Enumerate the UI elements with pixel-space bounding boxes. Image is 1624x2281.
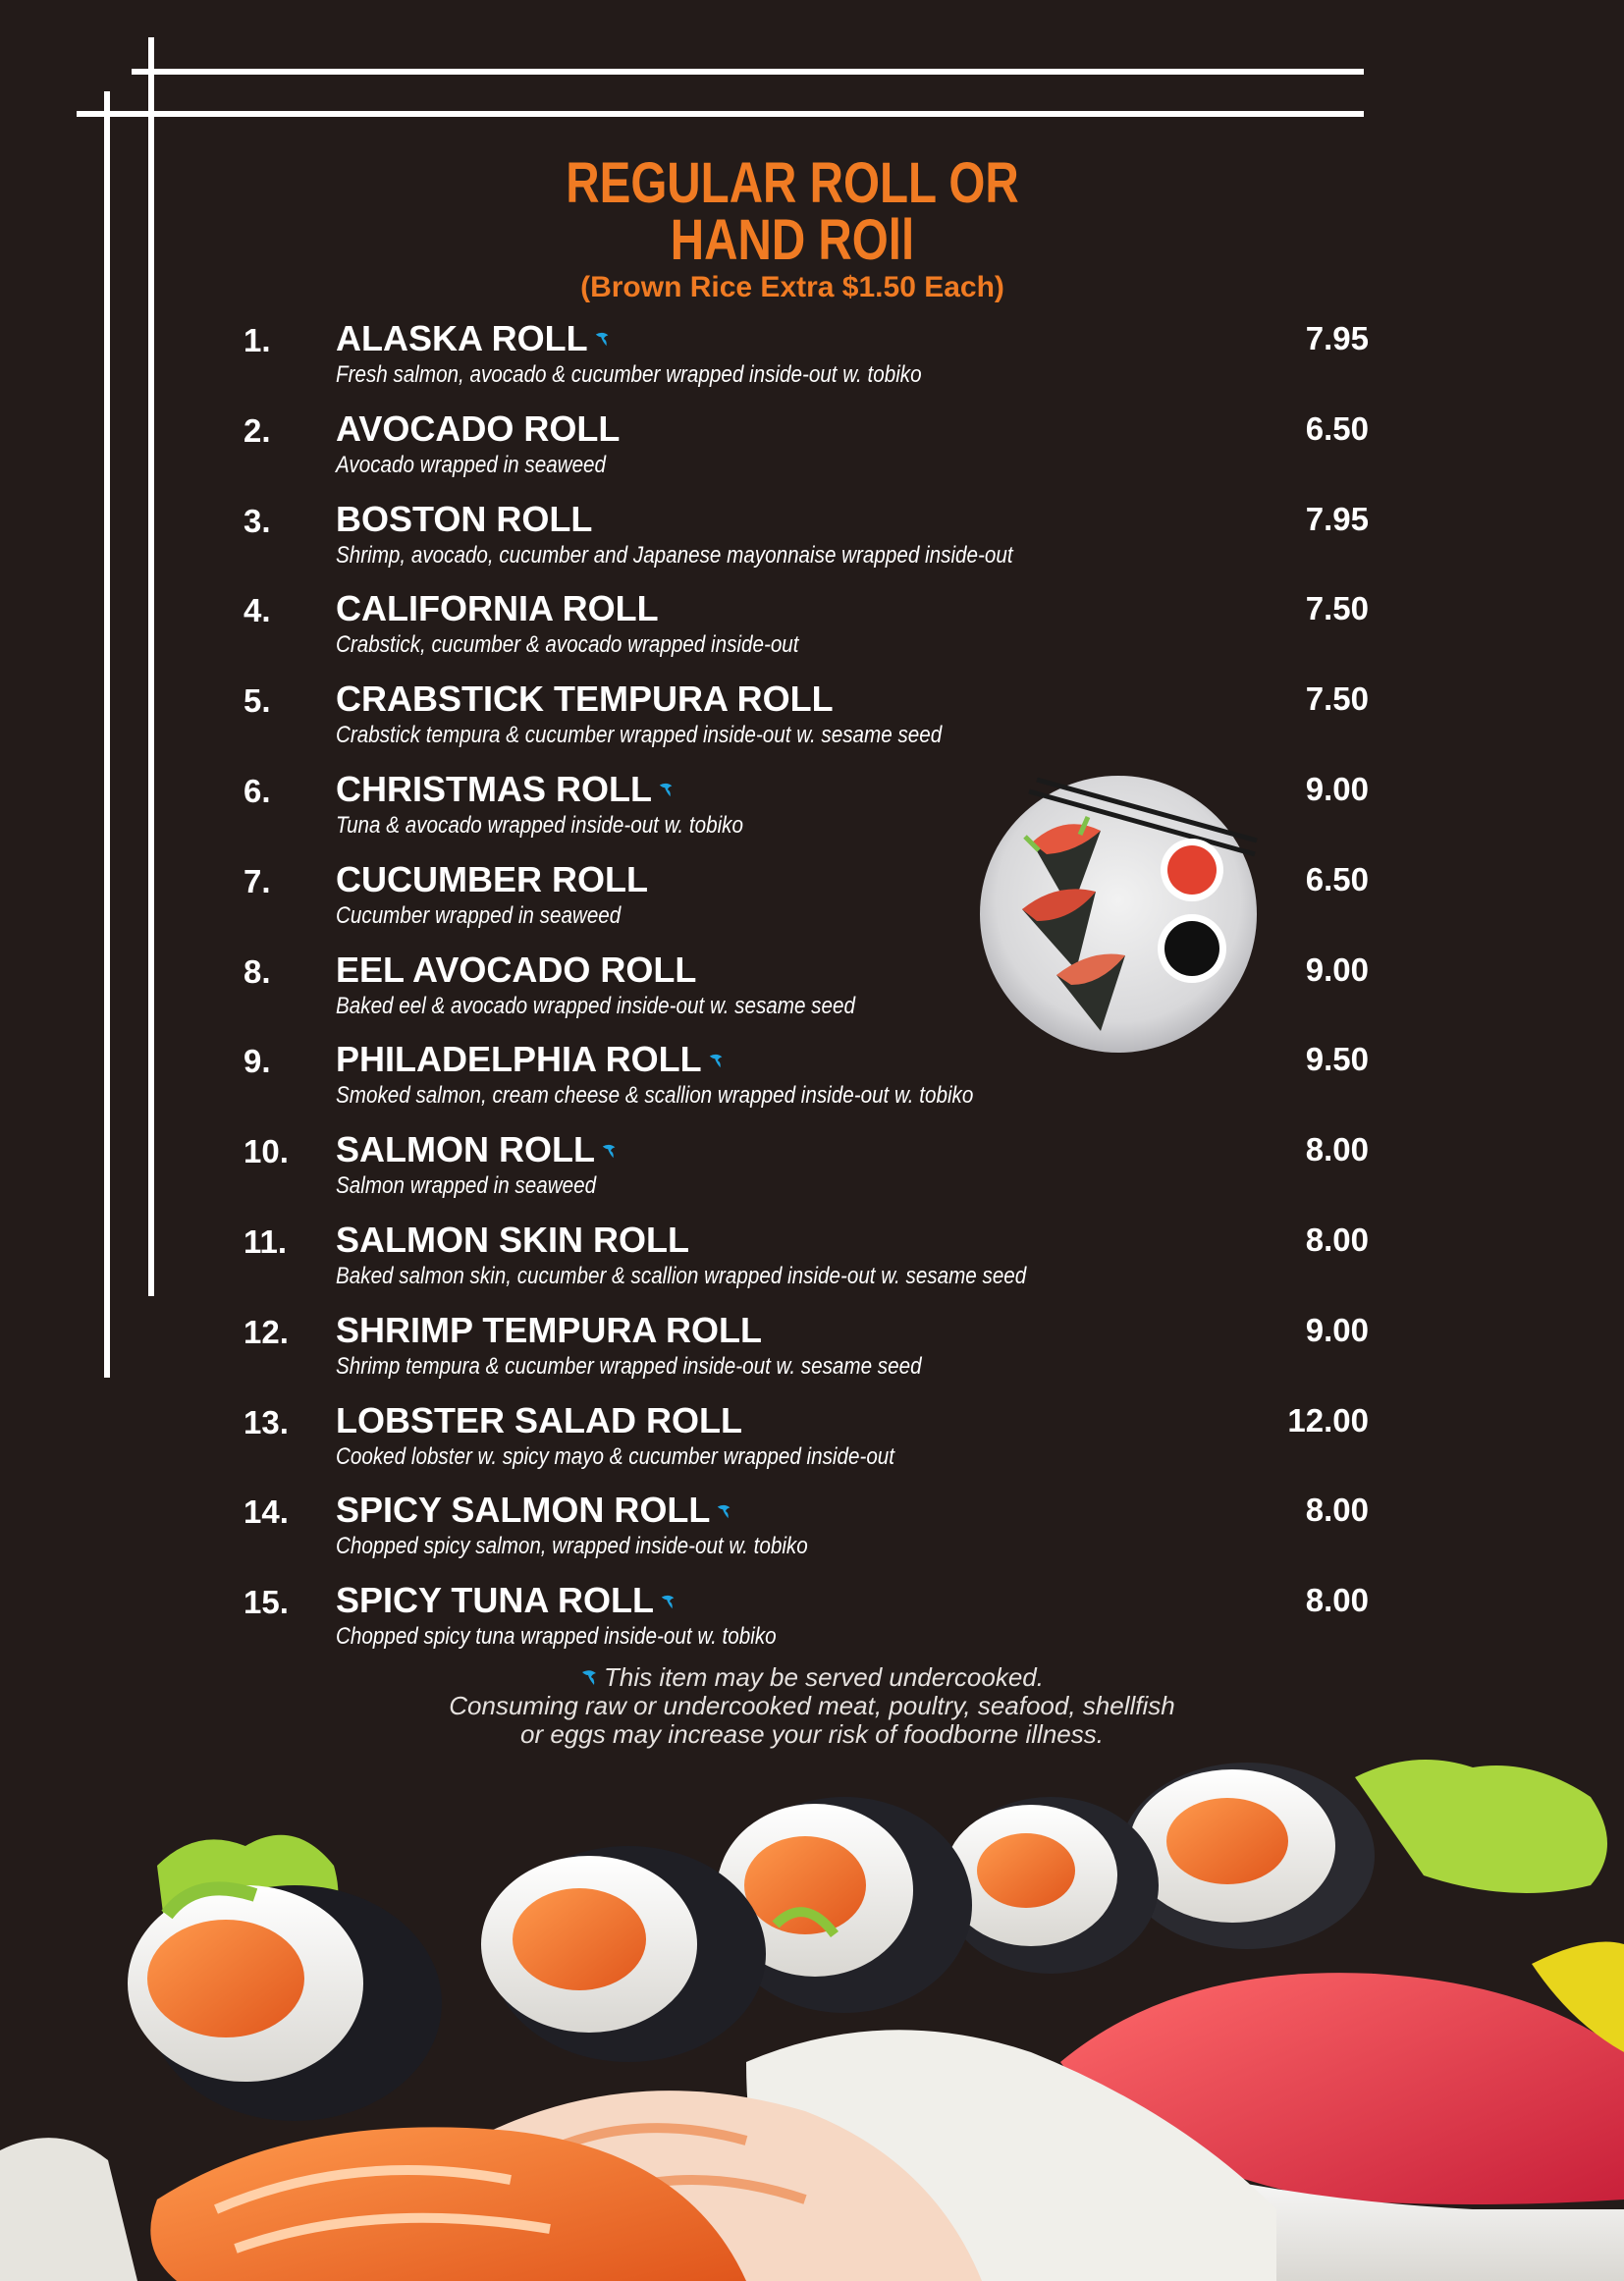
menu-item-name bbox=[336, 588, 659, 629]
menu-item-number: 11. bbox=[244, 1223, 288, 1260]
menu-item-price: 7.50 bbox=[1305, 680, 1369, 718]
menu-item-number: 9. bbox=[244, 1043, 271, 1080]
menu-item-name bbox=[336, 1129, 619, 1170]
menu-item-price: 9.00 bbox=[1305, 1311, 1369, 1348]
menu-item-number: 7. bbox=[244, 862, 271, 899]
menu-item bbox=[0, 677, 1624, 767]
menu-item-price: 6.50 bbox=[1305, 409, 1369, 447]
raw-fish-icon bbox=[601, 1142, 619, 1160]
menu-item-price: 7.50 bbox=[1305, 590, 1369, 627]
menu-item-price: 9.50 bbox=[1305, 1041, 1369, 1078]
menu-item-name bbox=[336, 1490, 733, 1531]
frame-top-line-1 bbox=[132, 69, 1364, 75]
menu-item-name-text: CHRISTMAS ROLL bbox=[336, 769, 652, 809]
menu-item-number: 5. bbox=[244, 682, 271, 720]
menu-item-number: 4. bbox=[244, 592, 271, 629]
menu-item bbox=[0, 1218, 1624, 1308]
menu-item-name bbox=[336, 1310, 762, 1351]
menu-item-name bbox=[336, 318, 612, 359]
menu-item-name bbox=[336, 950, 696, 991]
menu-item-description: Shrimp, avocado, cucumber and Japanese mayonnaise wrapped inside-out bbox=[336, 541, 1013, 569]
menu-item bbox=[0, 1127, 1624, 1218]
menu-item bbox=[0, 1488, 1624, 1578]
menu-item-description: Baked salmon skin, cucumber & scallion wrapped inside-out w. sesame seed bbox=[336, 1263, 1027, 1289]
menu-item-name-text: ALASKA ROLL bbox=[336, 318, 588, 358]
raw-fish-icon bbox=[660, 1593, 677, 1610]
menu-item bbox=[0, 316, 1624, 407]
raw-fish-icon bbox=[708, 1052, 726, 1069]
menu-item-price: 12.00 bbox=[1287, 1401, 1369, 1439]
notice-line-2: Consuming raw or undercooked meat, poultry, seafood, shellfish bbox=[449, 1691, 1175, 1720]
menu-item-name-text: BOSTON ROLL bbox=[336, 498, 593, 539]
menu-item-description: Avocado wrapped in seaweed bbox=[336, 451, 607, 478]
menu-item-name-text: SHRIMP TEMPURA ROLL bbox=[336, 1309, 763, 1350]
menu-item-number: 8. bbox=[244, 952, 271, 990]
frame-top-line-2 bbox=[77, 111, 1364, 117]
menu-item bbox=[0, 586, 1624, 677]
menu-item-number: 6. bbox=[244, 773, 271, 809]
menu-item-name-text: SPICY TUNA ROLL bbox=[336, 1580, 655, 1621]
menu-item-description: Chopped spicy salmon, wrapped inside-out w. tobiko bbox=[336, 1533, 808, 1560]
raw-fish-icon bbox=[716, 1502, 733, 1520]
menu-item-number: 13. bbox=[244, 1403, 289, 1440]
menu-item-number: 14. bbox=[244, 1494, 289, 1531]
menu-item bbox=[0, 1578, 1624, 1668]
menu-item-name bbox=[336, 1039, 726, 1080]
menu-item-price: 7.95 bbox=[1305, 320, 1369, 356]
menu-item-price: 6.50 bbox=[1305, 860, 1369, 897]
notice-line-1: This item may be served undercooked. bbox=[0, 1663, 1624, 1692]
menu-item bbox=[0, 1037, 1624, 1127]
menu-item-name-text: EEL AVOCADO ROLL bbox=[336, 949, 697, 990]
menu-title-line-1: REGULAR ROLL OR bbox=[566, 151, 1019, 215]
notice-line-3: or eggs may increase your risk of foodborne illness. bbox=[520, 1719, 1104, 1749]
raw-fish-icon bbox=[594, 330, 612, 348]
menu-item bbox=[0, 407, 1624, 497]
menu-item-price: 8.00 bbox=[1305, 1582, 1369, 1619]
menu-item-description: Shrimp tempura & cucumber wrapped inside-out w. sesame seed bbox=[336, 1352, 922, 1380]
menu-item-name-text: CUCUMBER ROLL bbox=[336, 858, 648, 899]
menu-title bbox=[142, 151, 1441, 272]
menu-item-number: 2. bbox=[244, 411, 271, 449]
raw-fish-icon bbox=[580, 1667, 600, 1687]
menu-item-name bbox=[336, 679, 834, 720]
menu-item-name-text: CALIFORNIA ROLL bbox=[336, 588, 659, 629]
menu-item-name bbox=[336, 1400, 742, 1441]
sushi-photo bbox=[0, 1738, 1624, 2281]
menu-item-description: Tuna & avocado wrapped inside-out w. tobiko bbox=[336, 812, 743, 839]
menu-item-name-text: SALMON ROLL bbox=[336, 1129, 595, 1170]
menu-item-price: 9.00 bbox=[1305, 771, 1369, 807]
menu-item bbox=[0, 1398, 1624, 1489]
menu-item-price: 8.00 bbox=[1305, 1222, 1369, 1258]
menu-item bbox=[0, 857, 1624, 948]
menu-title-line-2: HAND ROll bbox=[670, 208, 915, 272]
menu-item-name-text: PHILADELPHIA ROLL bbox=[336, 1039, 702, 1080]
menu-item-description: Chopped spicy tuna wrapped inside-out w. tobiko bbox=[336, 1623, 777, 1651]
menu-item-price: 9.00 bbox=[1305, 950, 1369, 988]
menu-item-name bbox=[336, 1580, 677, 1621]
menu-item-name bbox=[336, 499, 592, 540]
menu-item-description: Fresh salmon, avocado & cucumber wrapped inside-out w. tobiko bbox=[336, 361, 922, 388]
menu-item-number: 10. bbox=[244, 1133, 289, 1170]
menu-item-description: Salmon wrapped in seaweed bbox=[336, 1172, 597, 1200]
menu-item-number: 12. bbox=[244, 1313, 289, 1350]
menu-item-name bbox=[336, 859, 648, 900]
menu-item-name-text: AVOCADO ROLL bbox=[336, 407, 621, 449]
menu-item-number: 15. bbox=[244, 1584, 289, 1621]
menu-item-name bbox=[336, 1220, 689, 1261]
menu-item-description: Crabstick, cucumber & avocado wrapped inside-out bbox=[336, 631, 799, 659]
menu-item-number: 1. bbox=[244, 322, 271, 358]
menu-item-price: 8.00 bbox=[1305, 1131, 1369, 1168]
menu-item-name bbox=[336, 769, 676, 810]
menu-item-description: Cucumber wrapped in seaweed bbox=[336, 901, 622, 929]
raw-food-notice bbox=[0, 1663, 1624, 1749]
menu-item bbox=[0, 767, 1624, 857]
raw-fish-icon bbox=[658, 781, 676, 798]
menu-item-description: Baked eel & avocado wrapped inside-out w. sesame seed bbox=[336, 992, 855, 1019]
menu-item-name-text: SPICY SALMON ROLL bbox=[336, 1490, 711, 1531]
hand-roll-plate-image bbox=[978, 774, 1259, 1055]
menu-item bbox=[0, 497, 1624, 587]
menu-item bbox=[0, 948, 1624, 1038]
menu-item-price: 8.00 bbox=[1305, 1492, 1369, 1529]
menu-item-name bbox=[336, 408, 620, 450]
menu-item-number: 3. bbox=[244, 502, 271, 539]
menu-item-name-text: LOBSTER SALAD ROLL bbox=[336, 1399, 742, 1440]
menu-item-name-text: CRABSTICK TEMPURA ROLL bbox=[336, 679, 834, 720]
menu-item bbox=[0, 1308, 1624, 1398]
menu-subtitle: (Brown Rice Extra $1.50 Each) bbox=[580, 271, 1004, 303]
menu-item-description: Cooked lobster w. spicy mayo & cucumber wrapped inside-out bbox=[336, 1442, 895, 1470]
menu-item-name-text: SALMON SKIN ROLL bbox=[336, 1220, 689, 1260]
menu-item-description: Smoked salmon, cream cheese & scallion wrapped inside-out w. tobiko bbox=[336, 1082, 974, 1110]
menu-item-price: 7.95 bbox=[1305, 500, 1369, 537]
menu-item-description: Crabstick tempura & cucumber wrapped inside-out w. sesame seed bbox=[336, 722, 943, 749]
